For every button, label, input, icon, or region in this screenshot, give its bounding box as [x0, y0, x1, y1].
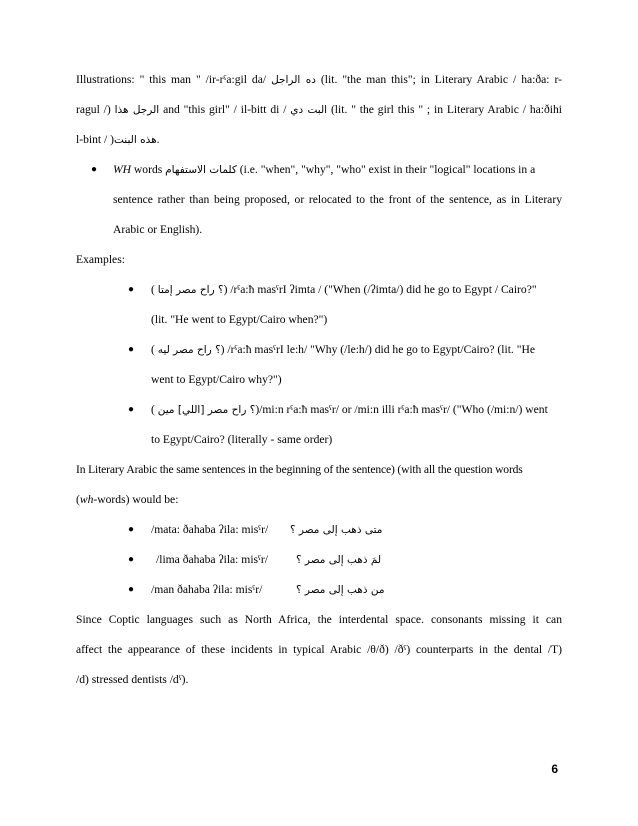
example-2-line-2	[151, 373, 282, 387]
illustrations-line-1	[76, 73, 562, 87]
literary-line-2	[76, 493, 178, 507]
bullet-icon: ●	[128, 284, 135, 295]
bullet-icon: ●	[128, 554, 135, 565]
illustrations-text: .	[156, 133, 160, 146]
wh-text: (i.e. "when", "why", "who" exist in their "logical" locations in a	[236, 163, 536, 176]
literary-text: (	[76, 493, 80, 506]
arabic-text: هذه البنت	[114, 134, 157, 146]
example-2-line-1	[151, 343, 535, 357]
illustrations-text: Illustrations: " this man " /ir-rˤa:gil da/	[76, 73, 267, 86]
arabic-text: كلمات الاستفهام	[165, 164, 237, 176]
wh-bullet-line-1	[113, 163, 535, 177]
example-3-line-2	[151, 433, 332, 447]
literary-example-2-latin: /lima ðahaba ʔila: misˤr/	[156, 553, 269, 566]
arabic-text: ده الراجل	[271, 74, 316, 86]
coptic-text: Since Coptic languages such as North Africa, the interdental space. consonants missing it can	[76, 613, 562, 626]
example-3-line-1	[151, 403, 548, 417]
example-text: )/mi:n rˤa:ħ masˤr/ or /mi:n illi rˤa:ħ masˤr/ ("Who (/mi:n/) went	[255, 403, 548, 416]
wh-bullet-line-3	[113, 223, 202, 237]
wh-text: sentence rather than being proposed, or relocated to the front of the sentence, as in Literary	[113, 193, 562, 206]
page-number: 6	[551, 762, 558, 776]
example-text: to Egypt/Cairo? (literally - same order)	[151, 433, 333, 446]
example-text: (	[151, 343, 158, 356]
literary-example-1-latin: /mata: ðahaba ʔila: misˤr/	[151, 523, 269, 536]
illustrations-line-3	[76, 133, 160, 147]
arabic-text: الرجل هذا	[114, 104, 160, 116]
literary-text: In Literary Arabic the same sentences in the beginning of the sentence) (with all the question words	[76, 463, 523, 476]
literary-line-1	[76, 463, 562, 477]
wh-bullet-line-2	[113, 193, 562, 207]
coptic-text: /d) stressed dentists /dˤ).	[76, 673, 189, 686]
wh-italic: WH	[113, 163, 132, 176]
arabic-text: ؟ راح مصر ليه	[157, 344, 221, 356]
arabic-text: ؟ راح مصر إمتا	[157, 284, 224, 296]
bullet-icon: ●	[128, 344, 135, 355]
coptic-line-2	[76, 643, 562, 657]
literary-text: -words) would be:	[93, 493, 179, 506]
literary-example-1-arabic: متى ذهب إلى مصر ؟	[290, 524, 383, 536]
example-text: ) /rˤa:ħ masˤrI ʔimta / ("When (/ʔimta/) did he go to Egypt / Cairo?"	[223, 283, 537, 296]
literary-example-2-arabic: لمَ ذهب إلى مصر ؟	[296, 554, 382, 566]
examples-label-text: Examples:	[76, 253, 125, 266]
literary-example-3-latin: /man ðahaba ʔila: misˤr/	[151, 583, 263, 596]
coptic-line-1	[76, 613, 562, 627]
wh-text: Arabic or English).	[113, 223, 203, 236]
wh-italic: wh	[79, 493, 94, 506]
literary-example-3-arabic: من ذهب إلى مصر ؟	[296, 584, 385, 596]
examples-label	[76, 253, 125, 267]
illustrations-text: (lit. "the man this"; in Literary Arabic / ha:ða: r-	[320, 73, 562, 86]
coptic-line-3	[76, 673, 188, 687]
arabic-text: البت دي	[290, 104, 328, 116]
bullet-icon: ●	[128, 404, 135, 415]
example-1-line-2	[151, 313, 327, 327]
example-text: (	[151, 403, 158, 416]
illustrations-text: and "this girl" / il-bitt di /	[163, 103, 287, 116]
wh-text: words	[131, 163, 166, 176]
bullet-icon: ●	[128, 584, 135, 595]
example-text: ) /rˤa:ħ masˤrI le:h/ "Why (/le:h/) did he go to Egypt/Cairo? (lit. "He	[220, 343, 535, 356]
arabic-text: ؟ راح مصر [اللي] مين	[157, 404, 256, 416]
bullet-icon: ●	[91, 164, 98, 175]
coptic-text: affect the appearance of these incidents in typical Arabic /θ/ð) /ðˤ) counterparts in the dental /T)	[76, 643, 562, 656]
illustrations-line-2	[76, 103, 562, 117]
example-1-line-1	[151, 283, 537, 297]
illustrations-text: ragul /)	[76, 103, 111, 116]
illustrations-text: l-bint / )	[76, 133, 114, 146]
example-text: (lit. "He went to Egypt/Cairo when?")	[151, 313, 328, 326]
bullet-icon: ●	[128, 524, 135, 535]
example-text: went to Egypt/Cairo why?")	[151, 373, 282, 386]
example-text: (	[151, 283, 158, 296]
illustrations-text: (lit. " the girl this " ; in Literary Arabic / ha:ðihi	[330, 103, 563, 116]
